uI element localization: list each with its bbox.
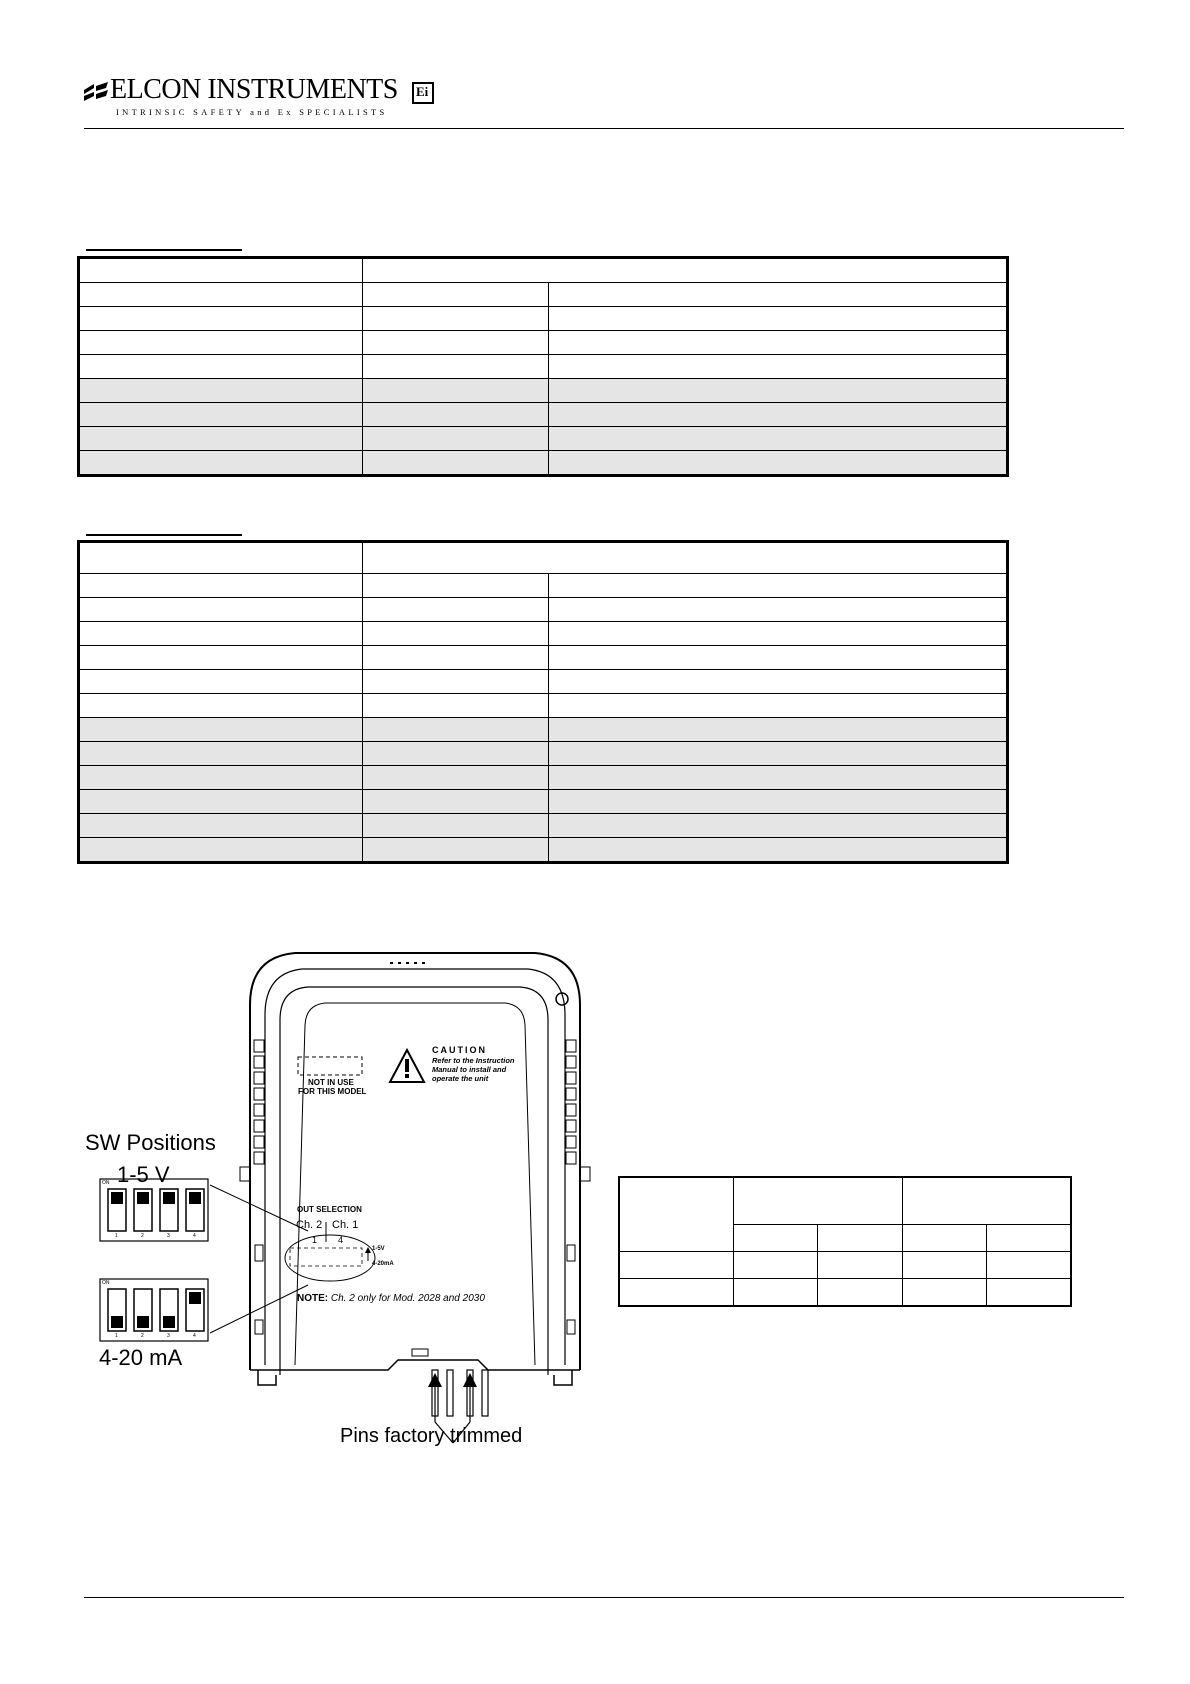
section-title-underline <box>86 249 242 251</box>
caution-title: CAUTION <box>432 1045 487 1055</box>
dip-number: 2 <box>141 1233 144 1239</box>
dip-on-label: ON <box>102 1180 110 1186</box>
dip-number: 2 <box>141 1333 144 1339</box>
module-drawing <box>80 935 640 1465</box>
table-row <box>79 622 1008 646</box>
caution-text: Refer to the Instruction <box>432 1056 515 1065</box>
switch-1-label: 1 <box>312 1235 318 1245</box>
company-badge: Ei <box>412 82 434 104</box>
table-row <box>79 694 1008 718</box>
table-row <box>79 427 1008 451</box>
spec-table-1 <box>77 256 1009 477</box>
option-1-5v-label: 1-5 V <box>117 1162 170 1187</box>
table-row <box>79 355 1008 379</box>
table-row <box>79 790 1008 814</box>
sw-positions-title: SW Positions <box>85 1130 216 1155</box>
company-tagline: INTRINSIC SAFETY and Ex SPECIALISTS <box>116 107 388 117</box>
table-row <box>79 718 1008 742</box>
range-1-5v-label: 1-5V <box>372 1246 385 1252</box>
table-row <box>79 451 1008 476</box>
spec-table-2 <box>77 540 1009 864</box>
dip-number: 3 <box>167 1233 170 1239</box>
table-row <box>79 814 1008 838</box>
ch1-label: Ch. 1 <box>332 1219 359 1231</box>
table-row <box>79 542 1008 574</box>
footer-rule <box>84 1597 1124 1598</box>
table-row <box>619 1252 1071 1279</box>
dip-number: 4 <box>193 1233 196 1239</box>
dip-number: 4 <box>193 1333 196 1339</box>
dip-number: 3 <box>167 1333 170 1339</box>
table-row <box>79 838 1008 863</box>
company-name: ELCON INSTRUMENTS <box>110 74 398 105</box>
table-row <box>79 598 1008 622</box>
option-4-20ma-label: 4-20 mA <box>99 1345 183 1370</box>
pins-caption: Pins factory trimmed <box>340 1425 523 1447</box>
switch-4-label: 4 <box>338 1235 344 1245</box>
not-in-use-label: NOT IN USE <box>308 1078 354 1087</box>
table-row <box>79 258 1008 283</box>
table-row <box>79 766 1008 790</box>
header-rule <box>84 128 1124 129</box>
not-in-use-label: FOR THIS MODEL <box>298 1087 367 1096</box>
table-row <box>79 646 1008 670</box>
page-header <box>84 74 1124 130</box>
caution-text: Manual to install and <box>432 1065 507 1074</box>
table-row <box>79 283 1008 307</box>
table-row <box>79 403 1008 427</box>
dip-number: 1 <box>115 1333 118 1339</box>
note-text: NOTE: Ch. 2 only for Mod. 2028 and 2030 <box>297 1293 485 1304</box>
table-row <box>79 742 1008 766</box>
section-title-underline <box>86 534 242 536</box>
table-row <box>79 379 1008 403</box>
caution-text: operate the unit <box>432 1074 489 1083</box>
ch2-label: Ch. 2 <box>296 1219 323 1231</box>
dip-on-label: ON <box>102 1280 110 1286</box>
out-selection-label: OUT SELECTION <box>297 1205 362 1214</box>
switch-position-table <box>618 1176 1072 1307</box>
module-outline-graphic <box>80 935 640 1465</box>
range-4-20ma-label: 4-20mA <box>372 1261 394 1267</box>
table-row <box>619 1279 1071 1307</box>
table-row <box>79 670 1008 694</box>
table-row <box>79 331 1008 355</box>
table-row <box>79 307 1008 331</box>
dip-number: 1 <box>115 1233 118 1239</box>
elcon-logo-icon <box>84 82 110 104</box>
table-row <box>79 574 1008 598</box>
table-row <box>619 1177 1071 1225</box>
